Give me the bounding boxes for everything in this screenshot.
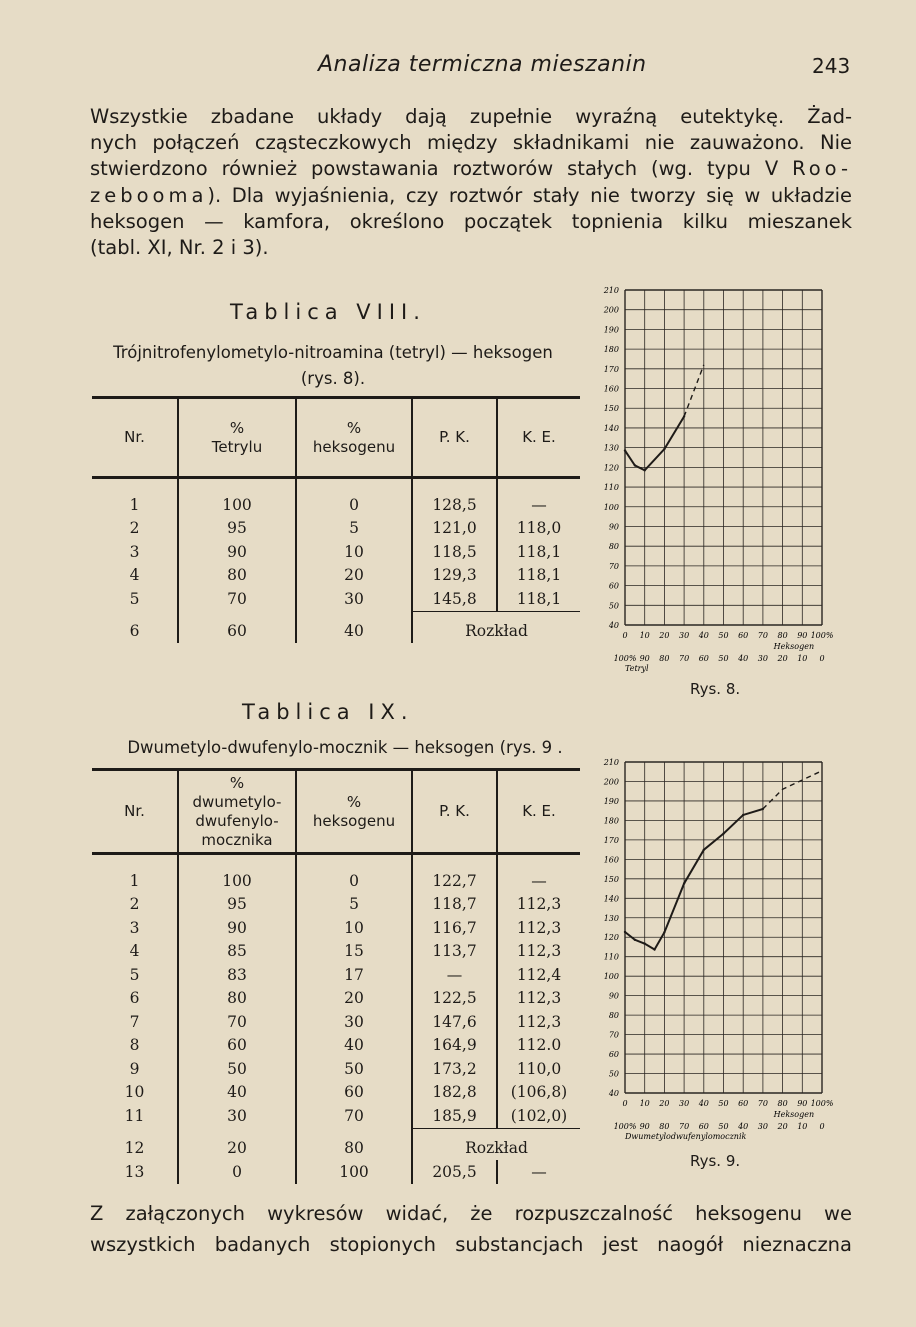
table9-title: Tablica IX. [242,700,414,724]
x-tick-label-lower: 100% [613,1122,637,1131]
x-tick-label: 80 [777,631,788,640]
cell-ke: 118,1 [497,564,580,588]
cell-pct-hex: 40 [296,1034,412,1058]
cell-ke: 112,4 [497,963,580,987]
table9-row [92,963,580,987]
cell-nr: 1 [129,495,140,514]
cell-pk: 116,7 [412,916,497,940]
cell-pk: 118,5 [412,540,497,564]
x-tick-label: 20 [659,1099,670,1108]
cell-pct-hex: 17 [296,963,412,987]
data-point [644,942,646,944]
y-tick-label: 70 [608,1030,619,1040]
cell-pct-a: 100 [178,854,296,893]
table9-row [92,940,580,964]
table9-row [92,1057,580,1081]
table8-row [92,540,580,564]
x-tick-label: 10 [639,1099,650,1108]
cell-nr: 2 [129,519,140,538]
x-tick-label: 40 [698,631,709,640]
page-number: 243 [812,54,851,78]
x-tick-label-lower: 70 [679,1122,690,1131]
table9-row [92,1104,580,1128]
cell-nr: 1 [129,871,140,890]
table8-row [92,611,580,643]
table8-row [92,587,580,611]
y-tick-label: 50 [608,1069,619,1079]
table9-row [92,916,580,940]
table9-header-pct-urea [178,770,296,854]
cell-nr: 12 [124,1139,145,1157]
cell-pct-a: 95 [178,517,296,541]
cell-pct-a: 85 [178,940,296,964]
x-tick-label-lower: 80 [659,654,670,663]
x-tick-label: 100% [810,631,834,640]
cell-pct-hex: 30 [296,1010,412,1034]
cell-pk: 121,0 [412,517,497,541]
cell-pct-a: 60 [178,611,296,643]
table8-header-pct-hex [296,398,412,478]
cell-ke: 112,3 [497,1010,580,1034]
cell-pct-a: 80 [178,564,296,588]
cell-nr: 4 [129,942,140,961]
x-tick-label-lower: 40 [738,1122,749,1131]
data-point [624,449,626,451]
header-label: dwufenylo- [195,811,279,830]
x-tick-label: 30 [679,1099,690,1108]
cell-pct-hex: 5 [296,517,412,541]
x-axis-label-upper: Heksogen [773,642,815,651]
table9-header-pct-hex [296,770,412,854]
table9-header-nr: Nr. [124,802,145,820]
cell-pct-a: 0 [178,1160,296,1184]
cell-pct-hex: 10 [296,540,412,564]
data-point [722,832,724,834]
cell-pk: 145,8 [412,587,497,611]
cell-nr: 10 [124,1083,145,1102]
y-tick-label: 130 [603,443,619,453]
cell-pct-hex: 40 [296,611,412,643]
cell-pct-a: 95 [178,893,296,917]
y-tick-label: 210 [603,286,619,295]
table8-row [92,478,580,517]
percent-sign: % [229,418,245,437]
table9-row [92,854,580,893]
x-tick-label-lower: 20 [777,654,788,663]
y-tick-label: 60 [608,581,619,591]
y-tick-label: 160 [603,855,619,865]
cell-pk: 205,5 [412,1160,497,1184]
cell-ke: — [497,854,580,893]
cell-pct-hex: 100 [296,1160,412,1184]
data-point [624,931,626,933]
cell-pct-hex: 5 [296,893,412,917]
cell-ke: 112,3 [497,987,580,1011]
x-tick-label: 50 [718,1099,729,1108]
x-tick-label: 100% [810,1099,834,1108]
cell-pk: 182,8 [412,1081,497,1105]
cell-ke: 112,3 [497,940,580,964]
intro-line: Wszystkie zbadane układy dają zupełnie wyraźną eutektykę. Żad- [90,105,852,128]
intro-text: stwierdzono również powstawania roztworów stałych (wg. typu V [90,157,793,181]
y-tick-label: 120 [603,463,619,473]
table9-row [92,1034,580,1058]
cell-pk: 122,5 [412,987,497,1011]
data-point [742,814,744,816]
table9-row [92,1081,580,1105]
extrapolated-line [684,365,704,417]
intro-paragraph [90,104,852,261]
cell-pk: 113,7 [412,940,497,964]
data-point [663,448,665,450]
cell-ke: 118,1 [497,587,580,611]
cell-nr: 6 [129,989,140,1008]
y-tick-label: 190 [603,796,619,806]
y-tick-label: 160 [603,384,619,394]
table8-header-pct-tetryl [178,398,296,478]
cell-pk: 129,3 [412,564,497,588]
cell-nr: 7 [129,1012,140,1031]
cell-pct-a: 100 [178,478,296,517]
cell-pct-hex: 50 [296,1057,412,1081]
cell-pk: 164,9 [412,1034,497,1058]
y-tick-label: 150 [603,404,619,414]
x-tick-label: 0 [622,631,628,640]
x-tick-label-lower: 70 [679,654,690,663]
x-tick-label: 30 [679,631,690,640]
cell-nr: 5 [129,590,140,608]
cell-pct-hex: 0 [296,478,412,517]
table9-row [92,1160,580,1184]
cell-nr: 6 [129,622,140,640]
table8-title: Tablica VIII. [230,300,426,324]
data-point [634,464,636,466]
table8-row [92,517,580,541]
data-point [683,882,685,884]
cell-ke: 110,0 [497,1057,580,1081]
cell-nr: 9 [129,1059,140,1078]
cell-pct-hex: 60 [296,1081,412,1105]
y-tick-label: 190 [603,325,619,335]
cell-pct-a: 20 [178,1128,296,1160]
x-tick-label: 70 [757,1099,768,1108]
percent-sign: % [229,773,245,792]
running-title: Analiza termiczna mieszanin [318,52,647,77]
chart-rys8 [590,272,860,702]
table8-header-ke: K. E. [497,398,580,478]
x-tick-label-lower: 50 [718,654,729,663]
author-name: zebooma [90,183,208,207]
y-tick-label: 140 [603,423,619,433]
y-tick-label: 170 [603,364,619,374]
x-tick-label-lower: 10 [797,654,808,663]
cell-ke: 118,0 [497,517,580,541]
extrapolated-line [763,771,822,809]
data-point [653,948,655,950]
cell-ke: (102,0) [497,1104,580,1128]
cell-ke: 118,1 [497,540,580,564]
y-tick-label: 200 [603,305,619,315]
intro-line [90,183,852,209]
data-point [644,469,646,471]
y-tick-label: 120 [603,933,619,943]
cell-pct-a: 60 [178,1034,296,1058]
table8-header-pk: P. K. [412,398,497,478]
y-tick-label: 60 [608,1050,619,1060]
x-axis-label-upper: Heksogen [773,1110,815,1119]
x-tick-label-lower: 90 [639,654,650,663]
data-line [625,417,684,471]
y-tick-label: 110 [603,483,619,493]
y-tick-label: 90 [608,522,619,532]
conclusion-paragraph [90,1198,852,1260]
y-tick-label: 80 [608,1011,619,1021]
x-tick-label-lower: 90 [639,1122,650,1131]
x-tick-label-lower: 30 [757,654,768,663]
x-tick-label-lower: 0 [819,654,825,663]
x-tick-label: 40 [698,1099,709,1108]
x-tick-label: 50 [718,631,729,640]
table9-header-pk: P. K. [412,770,497,854]
x-tick-label: 70 [757,631,768,640]
cell-ke: (106,8) [497,1081,580,1105]
cell-pct-hex: 10 [296,916,412,940]
x-axis-label-lower: Dwumetylodwufenylomocznik [625,1132,747,1141]
header-label: dwumetylo- [192,792,282,811]
x-tick-label-lower: 60 [698,1122,709,1131]
x-tick-label-lower: 60 [698,654,709,663]
cell-pct-hex: 30 [296,587,412,611]
x-tick-label-lower: 100% [613,654,637,663]
cell-pk: 173,2 [412,1057,497,1081]
y-tick-label: 100 [603,972,619,982]
cell-pct-hex: 70 [296,1104,412,1128]
intro-line: nych połączeń cząsteczkowych między składnikami nie zauważono. Nie [90,131,852,155]
y-tick-label: 180 [603,816,619,826]
cell-pct-a: 50 [178,1057,296,1081]
cell-pk: — [412,963,497,987]
cell-ke: 112,3 [497,893,580,917]
percent-sign: % [346,418,362,437]
x-tick-label: 80 [777,1099,788,1108]
table9 [92,768,580,1184]
cell-pct-a: 90 [178,540,296,564]
x-tick-label: 10 [639,631,650,640]
table8-row [92,564,580,588]
conclusion-line: Z załączonych wykresów widać, że rozpuszczalność heksogenu we [90,1202,852,1225]
cell-pct-hex: 15 [296,940,412,964]
conclusion-line: wszystkich badanych stopionych substancjach jest naogół nieznaczna [90,1233,852,1256]
x-tick-label: 20 [659,631,670,640]
y-tick-label: 40 [608,621,619,630]
cell-pk: 185,9 [412,1104,497,1128]
cell-pct-a: 70 [178,587,296,611]
y-tick-label: 50 [608,601,619,611]
x-tick-label-lower: 0 [819,1122,825,1131]
table9-row [92,1128,580,1160]
table9-row [92,987,580,1011]
cell-nr: 3 [129,918,140,937]
cell-ke: 112,3 [497,916,580,940]
y-tick-label: 90 [608,991,619,1001]
x-tick-label-lower: 30 [757,1122,768,1131]
figure-label-rys8: Rys. 8. [690,680,741,698]
x-tick-label: 0 [622,1099,628,1108]
cell-pct-a: 70 [178,1010,296,1034]
table8-caption-line: (rys. 8). [300,369,366,388]
percent-sign: % [346,792,362,811]
x-tick-label: 90 [797,1099,808,1108]
x-tick-label: 60 [738,1099,749,1108]
header-label: heksogenu [312,437,396,456]
cell-pk: 147,6 [412,1010,497,1034]
cell-pct-a: 83 [178,963,296,987]
cell-ke: — [497,1160,580,1184]
table9-header-ke: K. E. [497,770,580,854]
y-tick-label: 180 [603,345,619,355]
data-point [703,849,705,851]
header-label: mocznika [201,830,273,849]
cell-pct-hex: 80 [296,1128,412,1160]
y-tick-label: 100 [603,502,619,512]
data-point [634,939,636,941]
cell-nr: 4 [129,566,140,585]
x-tick-label-lower: 50 [718,1122,729,1131]
table9-row [92,1010,580,1034]
header-label: Tetrylu [211,437,263,456]
x-tick-label-lower: 10 [797,1122,808,1131]
table8-caption-line: Trójnitrofenylometylo-nitroamina (tetryl) — heksogen [113,343,553,362]
intro-line [90,156,852,182]
table9-caption: Dwumetylo-dwufenylo-mocznik — heksogen (rys. 9 . [127,738,563,757]
cell-pct-hex: 20 [296,564,412,588]
cell-pct-a: 40 [178,1081,296,1105]
cell-ke: — [497,478,580,517]
figure-label-rys9: Rys. 9. [690,1152,741,1170]
y-tick-label: 140 [603,894,619,904]
x-axis-label-lower: Tetryl [625,664,649,673]
cell-nr: 3 [129,542,140,561]
y-tick-label: 70 [608,561,619,571]
table8-caption [90,340,576,392]
cell-nr: 11 [124,1107,145,1125]
intro-line: heksogen — kamfora, określono początek topnienia kilku mieszanek [90,209,852,233]
y-tick-label: 200 [603,777,619,787]
cell-pct-a: 90 [178,916,296,940]
x-tick-label: 90 [797,631,808,640]
table8-header-nr: Nr. [124,428,145,446]
intro-text: ). Dla wyjaśnienia, czy roztwór stały nie tworzy się w układzie [207,183,852,207]
x-tick-label-lower: 40 [738,654,749,663]
table8 [92,396,580,643]
data-point [663,931,665,933]
y-tick-label: 40 [608,1089,619,1098]
cell-ke: 112.0 [497,1034,580,1058]
header-label: heksogenu [312,811,396,830]
cell-nr: 5 [129,965,140,984]
cell-pk: 118,7 [412,893,497,917]
intro-line: (tabl. XI, Nr. 2 i 3). [90,236,269,260]
y-tick-label: 80 [608,542,619,552]
cell-pct-hex: 20 [296,987,412,1011]
cell-pk: 122,7 [412,854,497,893]
cell-pct-hex: 0 [296,854,412,893]
x-tick-label: 60 [738,631,749,640]
cell-nr: 13 [124,1162,145,1181]
cell-pk: 128,5 [412,478,497,517]
x-tick-label-lower: 80 [659,1122,670,1131]
y-tick-label: 170 [603,835,619,845]
table9-row [92,893,580,917]
x-tick-label-lower: 20 [777,1122,788,1131]
y-tick-label: 130 [603,913,619,923]
cell-pct-a: 30 [178,1104,296,1128]
cell-pct-a: 80 [178,987,296,1011]
author-name: Roo- [792,157,852,181]
cell-nr: 2 [129,895,140,914]
y-tick-label: 110 [603,952,619,962]
cell-note: Rozkład [412,611,580,643]
cell-nr: 8 [129,1036,140,1055]
chart-rys9 [590,748,860,1168]
y-tick-label: 150 [603,874,619,884]
cell-note: Rozkład [412,1128,580,1160]
y-tick-label: 210 [603,758,619,767]
